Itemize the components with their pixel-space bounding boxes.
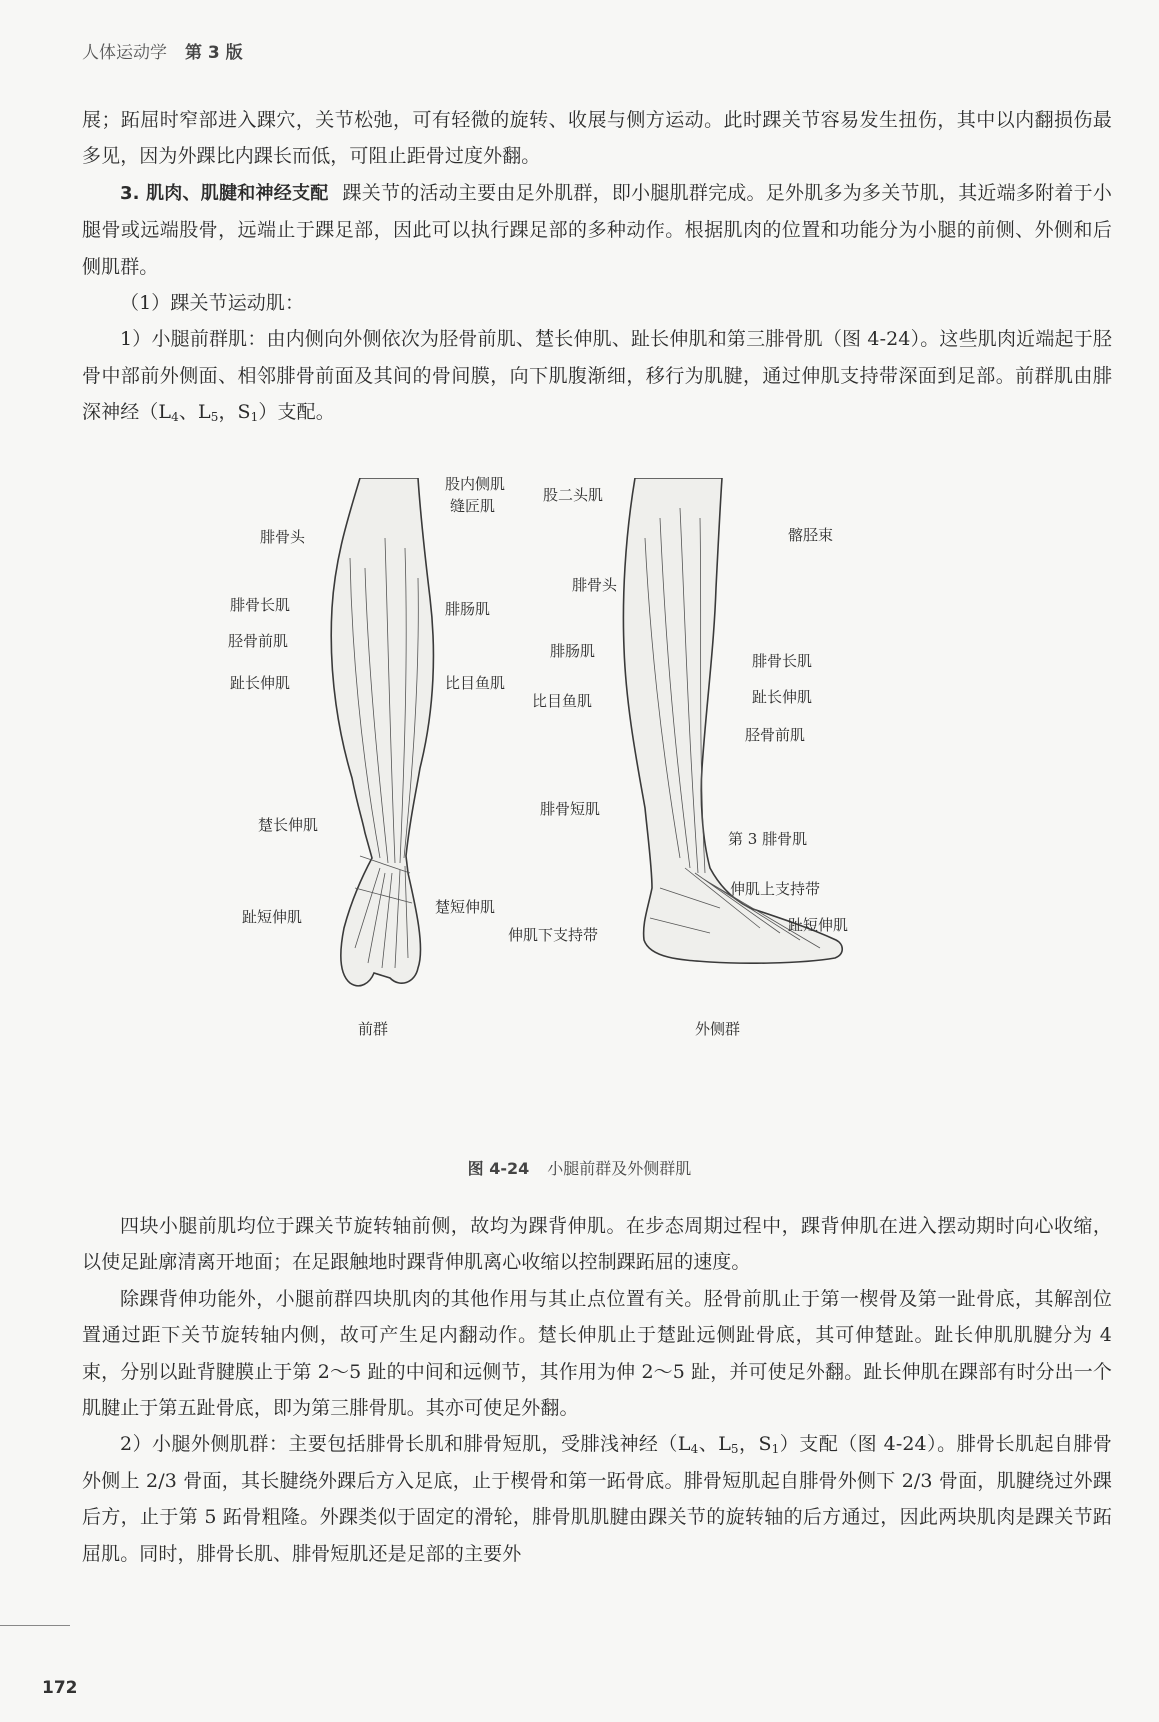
- figure-caption-text: 小腿前群及外侧群肌: [547, 1159, 692, 1178]
- footer-rule: [0, 1625, 70, 1626]
- paragraph: 1）小腿前群肌：由内侧向外侧依次为胫骨前肌、䠂长伸肌、趾长伸肌和第三腓骨肌（图 4-24）。这些肌肉近端起于胫骨中部前外侧面、相邻腓骨前面及其间的骨间膜，向下肌腹渐细，移行为肌腱，通过伸肌支持带深面到足部。前群肌由腓深神经（$L_4$、$L_5$，$S_1$）支配。: [82, 328, 1112, 425]
- book-title: 人体运动学: [82, 43, 167, 63]
- label-tibialis-anterior-left: 胫骨前肌: [228, 632, 289, 650]
- label-peroneus-tertius: 第 3 腓骨肌: [728, 830, 808, 848]
- paragraph: 2）小腿外侧肌群：主要包括腓骨长肌和腓骨短肌，受腓浅神经（$L_4$、$L_5$，$S_1$）支配（图 4-24）。腓骨长肌起自腓骨外侧上 2/3 骨面，其长腱绕外踝后方入足底，止于楔骨和第一跖骨底。腓骨短肌起自腓骨外侧下 2/3 骨面，肌腱绕过外踝后方，止于第 5 跖骨粗隆。外踝类似于固定的滑轮，腓骨肌肌腱由踝关节的旋转轴的后方通过，因此两块肌肉是踝关节跖屈肌。同时，腓骨长肌、腓骨短肌还是足部的主要外: [82, 1433, 1112, 1565]
- label-peroneus-brevis: 腓骨短肌: [540, 800, 601, 818]
- figure-caption: [0, 1156, 1159, 1179]
- edition-label: 第 3 版: [185, 43, 243, 63]
- label-tibialis-anterior-right: 胫骨前肌: [745, 726, 806, 744]
- label-ehb-left: 䠂短伸肌: [435, 898, 496, 916]
- label-iliotibial-tract: 髂胫束: [788, 526, 834, 544]
- label-peroneus-longus-left: 腓骨长肌: [230, 596, 291, 614]
- label-gastrocnemius-left: 腓肠肌: [445, 600, 491, 618]
- figure-title-lateral: 外侧群: [695, 1020, 741, 1038]
- anatomy-figure: [228, 475, 960, 1148]
- body-text-top: [82, 102, 1112, 431]
- figure-number: 图 4-24: [467, 1159, 530, 1178]
- label-vastus-medialis: 股内侧肌: [445, 475, 506, 493]
- figure-title-anterior: 前群: [358, 1020, 389, 1038]
- label-edl-left: 趾长伸肌: [230, 674, 291, 692]
- page-number: 172: [42, 1678, 78, 1698]
- label-ehl-left: 䠂长伸肌: [258, 816, 319, 834]
- paragraph: （1）踝关节运动肌：: [120, 292, 305, 315]
- body-text-bottom: [82, 1208, 1112, 1572]
- label-soleus-right: 比目鱼肌: [532, 692, 593, 710]
- label-fibular-head-right: 腓骨头: [572, 576, 618, 594]
- label-inferior-extensor-retinaculum: 伸肌下支持带: [508, 926, 599, 944]
- label-edb-right: 趾短伸肌: [788, 916, 849, 934]
- paragraph: 3. 肌肉、肌腱和神经支配 踝关节的活动主要由足外肌群，即小腿肌群完成。足外肌多为多关节肌，其近端多附着于小腿骨或远端股骨，远端止于踝足部，因此可以执行踝足部的多种动作。根据肌肉的位置和功能分为小腿的前侧、外侧和后侧肌群。: [82, 181, 1112, 278]
- label-fibular-head-left: 腓骨头: [260, 528, 306, 546]
- label-edb-left: 趾短伸肌: [242, 908, 303, 926]
- label-biceps-femoris: 股二头肌: [543, 486, 604, 504]
- label-sartorius: 缝匠肌: [450, 497, 496, 515]
- running-header: [82, 38, 243, 63]
- label-superior-extensor-retinaculum: 伸肌上支持带: [730, 880, 821, 898]
- paragraph: 四块小腿前肌均位于踝关节旋转轴前侧，故均为踝背伸肌。在步态周期过程中，踝背伸肌在进入摆动期时向心收缩，以使足趾廓清离开地面；在足跟触地时踝背伸肌离心收缩以控制踝跖屈的速度。: [82, 1215, 1112, 1274]
- label-edl-right: 趾长伸肌: [752, 688, 813, 706]
- paragraph: 展；跖屈时窄部进入踝穴，关节松弛，可有轻微的旋转、收展与侧方运动。此时踝关节容易发生扭伤，其中以内翻损伤最多见，因为外踝比内踝长而低，可阻止距骨过度外翻。: [82, 109, 1112, 168]
- label-gastrocnemius-right: 腓肠肌: [550, 642, 596, 660]
- label-soleus-left: 比目鱼肌: [445, 674, 506, 692]
- section-heading: 3. 肌肉、肌腱和神经支配: [120, 182, 329, 204]
- label-peroneus-longus-right: 腓骨长肌: [752, 652, 813, 670]
- paragraph: 除踝背伸功能外，小腿前群四块肌肉的其他作用与其止点位置有关。胫骨前肌止于第一楔骨及第一趾骨底，其解剖位置通过距下关节旋转轴内侧，故可产生足内翻动作。䠂长伸肌止于䠂趾远侧趾骨底，其可伸䠂趾。趾长伸肌肌腱分为 4 束，分别以趾背腱膜止于第 2～5 趾的中间和远侧节，其作用为伸 2～5 趾，并可使足外翻。趾长伸肌在踝部有时分出一个肌腱止于第五趾骨底，即为第三腓骨肌。其亦可使足外翻。: [82, 1287, 1112, 1420]
